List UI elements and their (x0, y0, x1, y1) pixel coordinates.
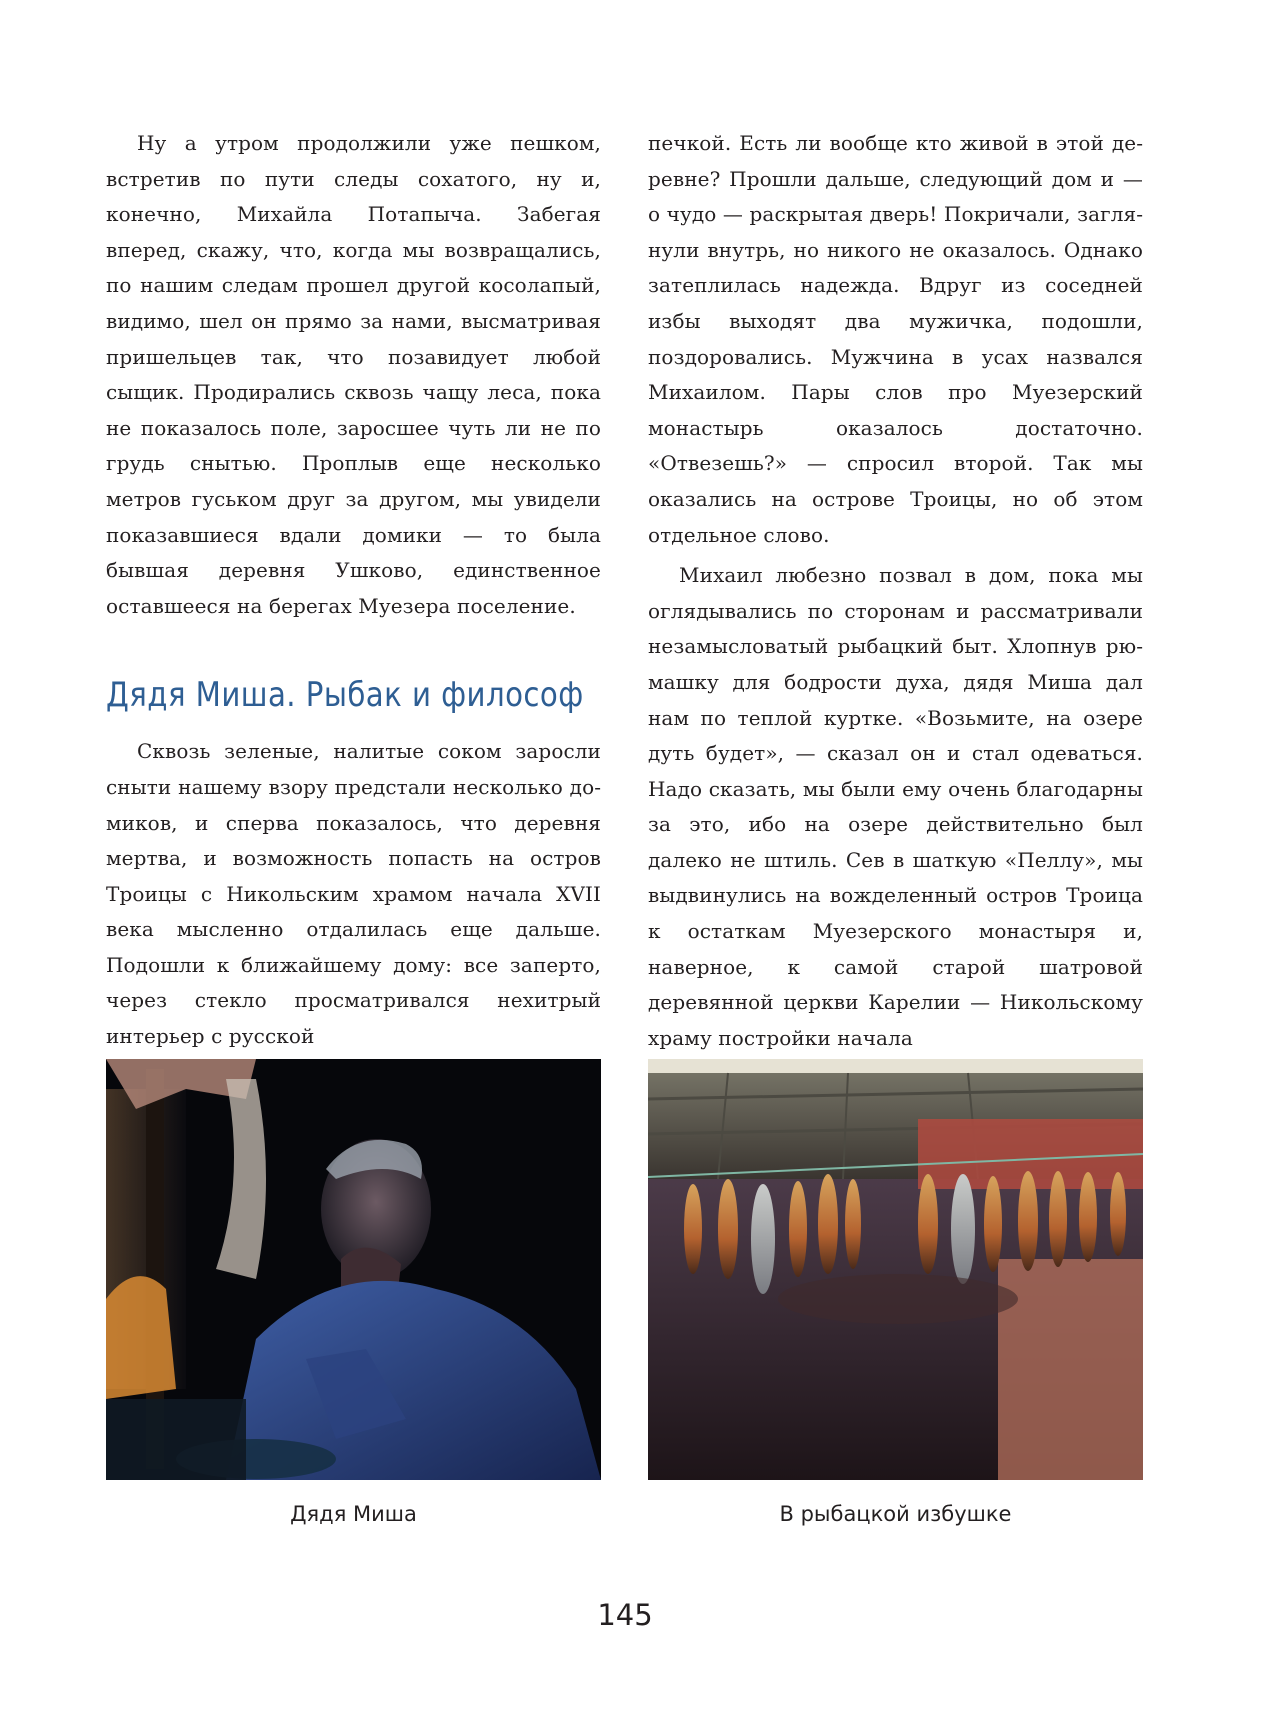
body-paragraph: Михаил любезно позвал в дом, пока мы оглядывались по сторонам и рассматривали незамысловатый рыбацкий быт. Хлопнув рюмашку для бодрости духа, дядя Миша дал нам по теплой куртке. «Возьмите, на озере дуть будет», — сказал он и стал одеваться. Надо сказать, мы были ему очень благодарны за это, ибо на озере действительно был далеко не штиль. Сев в шаткую «Пеллу», мы выдвинулись на вожделенный остров Троица к остаткам Муезерского монастыря и, наверное, к самой старой шатровой деревянной церкви Карелии — Никольскому храму постройки начала (648, 563, 1143, 1050)
photo-caption-right: В рыбацкой избушке (779, 1502, 1012, 1526)
section-heading: Дядя Миша. Рыбак и философ (106, 675, 584, 716)
photo-uncle-misha (106, 1059, 601, 1480)
right-text-column (648, 126, 1143, 1056)
photo-caption-left: Дядя Миша (290, 1502, 417, 1526)
photo-man-at-window-illustration (106, 1059, 601, 1480)
body-paragraph: Ну а утром продолжили уже пешком, встретив по пути следы сохатого, ну и, конечно, Михайла Потапыча. Забегая вперед, скажу, что, когда мы возвращались, по нашим следам прошел другой косолапый, видимо, шел он прямо за нами, высматривая пришельцев так, что позавидует любой сыщик. Продирались сквозь чащу леса, пока не показалось поле, заросшее чуть ли не по грудь снытью. Проплыв еще несколько метров гуськом друг за другом, мы увидели показавшиеся вдали домики — то была бывшая деревня Ушково, единственное оставшееся на берегах Муезера поселение. (106, 131, 601, 618)
photo-fishing-hut (648, 1059, 1143, 1480)
photo-hanging-fish-illustration (648, 1059, 1143, 1480)
body-paragraph: печкой. Есть ли вообще кто живой в этой деревне? Прошли дальше, следующий дом и — о чудо — раскрытая дверь! Покричали, заглянули внутрь, но никого не оказалось. Однако затеплилась надежда. Вдруг из соседней избы выходят два мужичка, подошли, поздоровались. Мужчина в усах назвался Михаилом. Пары слов про Муезерский монастырь оказалось достаточно. «Отвезешь?» — спросил второй. Так мы оказались на острове Троицы, но об этом отдельное слово. (648, 131, 1143, 547)
left-text-column (106, 126, 601, 1055)
page-number: 145 (597, 1598, 653, 1632)
body-paragraph: Сквозь зеленые, налитые соком заросли сныти нашему взору предстали несколько домиков, и сперва показалось, что деревня мертва, и возможность попасть на остров Троицы с Никольским храмом начала XVII века мысленно отдалилась еще дальше. Подошли к ближайшему дому: все заперто, через стекло просматривался нехитрый интерьер с русской (106, 739, 601, 1049)
